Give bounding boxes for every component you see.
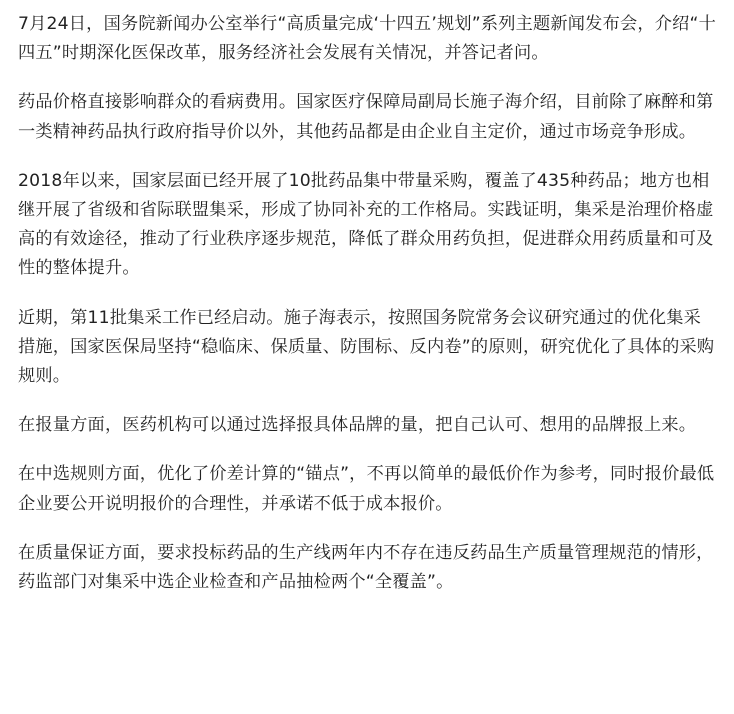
paragraph-intro: 7月24日，国务院新闻办公室举行“高质量完成‘十四五’规划”系列主题新闻发布会，介绍“十四五”时期深化医保改革，服务经济社会发展有关情况，并答记者问。 bbox=[18, 14, 716, 64]
paragraph-batch-11: 近期，第11批集采工作已经启动。施子海表示，按照国务院常务会议研究通过的优化集采措施，国家医保局坚持“稳临床、保质量、防围标、反内卷”的原则，研究优化了具体的采购规则。 bbox=[18, 307, 715, 387]
paragraph-drug-pricing: 药品价格直接影响群众的看病费用。国家医疗保障局副局长施子海介绍，目前除了麻醉和第一类精神药品执行政府指导价以外，其他药品都是由企业自主定价，通过市场竞争形成。 bbox=[18, 92, 714, 142]
paragraph-quality-assurance: 在质量保证方面，要求投标药品的生产线两年内不存在违反药品生产质量管理规范的情形，药监部门对集采中选企业检查和产品抽检两个“全覆盖”。 bbox=[18, 542, 714, 593]
paragraph-reporting-volume: 在报量方面，医药机构可以通过选择报具体品牌的量，把自己认可、想用的品牌报上来。 bbox=[18, 415, 697, 436]
paragraph-procurement-history: 2018年以来，国家层面已经开展了10批药品集中带量采购，覆盖了435种药品；地方也相继开展了省级和省际联盟集采，形成了协同补充的工作格局。实践证明，集采是治理价格虚高的有效途径，推动了行业秩序逐步规范，降低了群众用药负担，促进群众用药质量和可及性的整体提升。 bbox=[18, 170, 714, 279]
paragraph-selection-rules: 在中选规则方面，优化了价差计算的“锚点”，不再以简单的最低价作为参考，同时报价最低企业要公开说明报价的合理性，并承诺不低于成本报价。 bbox=[18, 464, 715, 514]
